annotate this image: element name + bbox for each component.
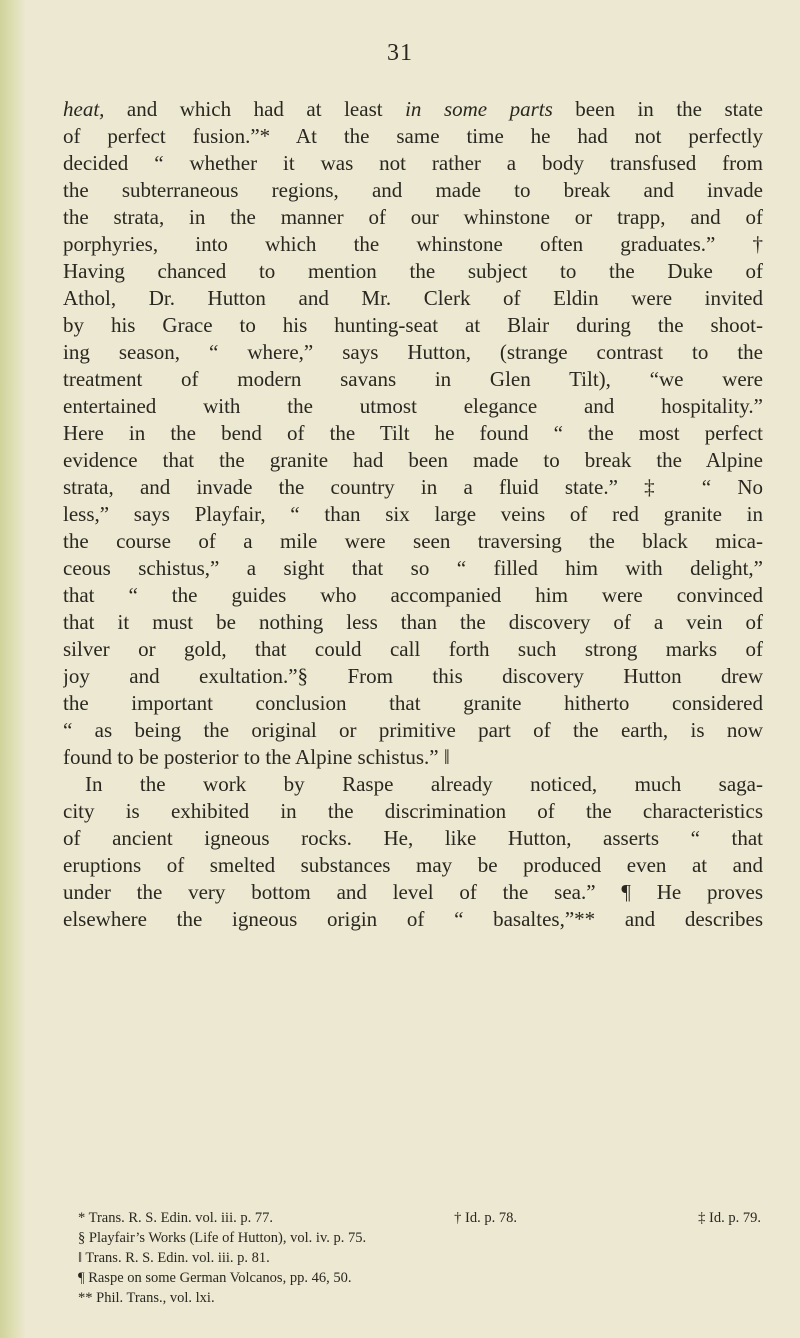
- footnotes: [78, 1208, 768, 1308]
- text-line: by his Grace to his hunting-seat at Blair during the shoot-: [63, 313, 763, 337]
- text-line: Athol, Dr. Hutton and Mr. Clerk of Eldin were invited: [63, 286, 763, 310]
- text-line: eruptions of smelted substances may be produced even at and: [63, 853, 763, 877]
- text-line: “ as being the original or primitive part of the earth, is now: [63, 718, 763, 742]
- text-line: Here in the bend of the Tilt he found “ the most perfect: [63, 421, 763, 445]
- text-line: evidence that the granite had been made to break the Alpine: [63, 448, 763, 472]
- text-line: ing season, “ where,” says Hutton, (strange contrast to the: [63, 340, 763, 364]
- footnote-4: § Playfair’s Works (Life of Hutton), vol. iv. p. 75.: [78, 1230, 367, 1246]
- text-line: entertained with the utmost elegance and hospitality.”: [63, 394, 763, 418]
- footnote-1: * Trans. R. S. Edin. vol. iii. p. 77.: [78, 1210, 273, 1226]
- text-line: porphyries, into which the whinstone often graduates.” †: [63, 232, 763, 256]
- footnote-7: ** Phil. Trans., vol. lxi.: [78, 1290, 215, 1306]
- text-line: joy and exultation.”§ From this discovery Hutton drew: [63, 664, 763, 688]
- text-line: the course of a mile were seen traversing the black mica-: [63, 529, 763, 553]
- text-line: the strata, in the manner of our whinstone or trapp, and of: [63, 205, 763, 229]
- text-line: the important conclusion that granite hitherto considered: [63, 691, 763, 715]
- text-line: less,” says Playfair, “ than six large veins of red granite in: [63, 502, 763, 526]
- text-line: elsewhere the igneous origin of “ basaltes,”** and describes: [63, 907, 763, 931]
- text-span: been in the state: [552, 97, 763, 121]
- footnote-6: ¶ Raspe on some German Volcanos, pp. 46, 50.: [78, 1270, 352, 1286]
- italic-text: heat,: [63, 97, 105, 121]
- text-line: strata, and invade the country in a fluid state.” ‡ “ No: [63, 475, 763, 499]
- text-line-paragraph-end: found to be posterior to the Alpine schistus.” ‖: [63, 745, 450, 769]
- italic-text: in some parts: [405, 97, 553, 121]
- text-line: city is exhibited in the discrimination of the characteristics: [63, 799, 763, 823]
- text-line: under the very bottom and level of the sea.” ¶ He proves: [63, 880, 763, 904]
- text-line: that “ the guides who accompanied him were convinced: [63, 583, 763, 607]
- text-line: that it must be nothing less than the discovery of a vein of: [63, 610, 763, 634]
- text-line: silver or gold, that could call forth such strong marks of: [63, 637, 763, 661]
- text-span: and which had at least: [104, 97, 406, 121]
- footnote-row: [78, 1208, 761, 1228]
- footnote-2: † Id. p. 78.: [454, 1210, 517, 1226]
- text-line: ceous schistus,” a sight that so “ filled him with delight,”: [63, 556, 763, 580]
- body-text: [63, 96, 763, 933]
- page-number: 31: [387, 40, 413, 66]
- text-line: the subterraneous regions, and made to break and invade: [63, 178, 763, 202]
- footnote-3: ‡ Id. p. 79.: [698, 1210, 761, 1226]
- text-line: of ancient igneous rocks. He, like Hutton, asserts “ that: [63, 826, 763, 850]
- book-spine-edge: [0, 0, 26, 1338]
- text-line: treatment of modern savans in Glen Tilt), “we were: [63, 367, 763, 391]
- text-line: [63, 96, 763, 123]
- text-line: decided “ whether it was not rather a body transfused from: [63, 151, 763, 175]
- text-line-paragraph-start: In the work by Raspe already noticed, much saga-: [85, 772, 763, 796]
- text-line: of perfect fusion.”* At the same time he had not perfectly: [63, 124, 763, 148]
- footnote-5: ‖ Trans. R. S. Edin. vol. iii. p. 81.: [78, 1250, 270, 1266]
- text-line: Having chanced to mention the subject to the Duke of: [63, 259, 763, 283]
